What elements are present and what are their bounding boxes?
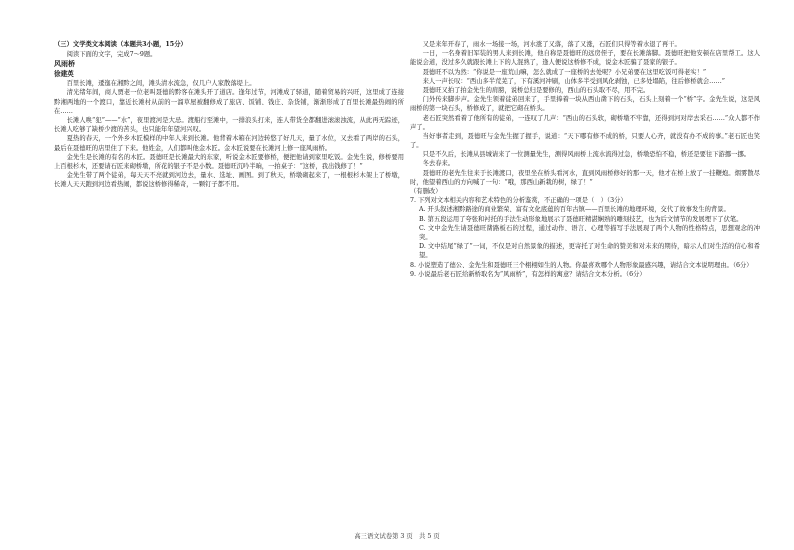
left-column [54, 40, 404, 189]
story-paragraph: 聂德旺不以为然：“你说是一座荒山嘛，怎么就成了一座桥的去处呢？小兄弟要在这里吃饭可得老实！” [422, 68, 707, 76]
instruction: 阅读下面的文字，完成7～9题。 [66, 51, 157, 59]
story-author: 徐建英 [54, 69, 74, 78]
source-note: （有删改） [410, 188, 442, 195]
section-heading: （三）文学类文本阅读（本题共3小题，15分） [54, 41, 187, 48]
story-paragraph: 百里长滩，逶迤在湘黔之间，滩头清水流急，仅几户人家散落堤上。 [66, 80, 256, 88]
right-column [410, 40, 760, 279]
question-8: 8. 小说塑造了德公、金先生和聂德旺三个栩栩如生的人物。你最喜欢哪个人物形象最感兴趣，请结合文本说明理由。（6分） [410, 261, 753, 269]
page-footer: 高三语文试卷第 3 页 共 5 页 [354, 533, 440, 540]
question-7-stem: 7. 下列对文本相关内容和艺术特色的分析鉴赏，不正确的一项是（ ）（3分） [410, 197, 627, 205]
story-paragraph: 夏热的春天，一个外乡木匠模样的中年人来到长滩。他背着木箱在河边转悠了好几天，量了水位，又去看了两岸的石头，最后在聂德旺的店里住了下来。他姓金，人们都叫他金木匠。金木匠说要在长滩河上修一座风雨桥。 [54, 135, 404, 152]
story-paragraph: 又是来年开春了，雨水一场接一场，河水涨了又落，落了又涨，石匠们只得等着水退了再干。 [422, 41, 681, 48]
story-paragraph: 只是不久后，长滩从县城请来了一位测量先生，测得风雨桥上流水流得过急，桥墩恐怕不稳，桥还是要往下游挪一挪。 [422, 151, 751, 159]
story-paragraph: 门外传来脚步声。金先生领着徒弟回来了，手里捧着一块从西山凿下的石头，石头上刻着一个“桥”字。金先生说，这是风雨桥的第一块石头，桥修成了，就把它砌在桥头。 [410, 96, 760, 113]
story-paragraph: 聂德旺又拍了拍金先生的肩膀，说桥总归是要修的，西山的石头取不尽，用不完。 [422, 86, 650, 94]
story-paragraph: 一日，一名身着旧军装的男人来到长滩，他自称是聂德旺的远房侄子，要在长滩落脚。聂德旺把他安顿在店里帮工。这人能说会道，没过多久就跟长滩上下的人混熟了，逢人便说这桥修不成，说金木匠骗了聂家的银子。 [410, 50, 760, 67]
question-7-option-d: D. 文中结尾“绿了”一词，不仅是对自然景象的描述，更寄托了对生命的赞美和对未来的期待，暗示人们对生活的信心和希望。 [419, 243, 760, 260]
story-paragraph: 冬去春来。 [422, 160, 455, 168]
story-paragraph: 金先生带了两个徒弟，每天天不亮就到河边去，量水、选址、画图。到了秋天，桥墩砌起来了，一根根杉木架上了桥墩，长滩人天天跑到河边看热闹，都说这桥修得稀奇，一颗钉子都不用。 [54, 172, 404, 189]
story-paragraph: 长滩人唤“犯”——“水”，夜里渡河是大忌。渡船行至滩中，一排浪头打来，连人带货全都翻进滚滚浊流，从此再无踪迹，长滩人吃够了缺桥少渡的苦头，也只能年年望河兴叹。 [54, 116, 404, 134]
question-7-option-c: C. 文中金先生请聂德旺凿路板石的过程，通过动作、语言、心理等描写手法展现了两个人物的性格特点，思想观念的冲突。 [419, 224, 760, 241]
question-9: 9. 小说最后老石匠给新桥取名为“风雨桥”，有怎样的寓意？请结合文本分析。（6分） [410, 270, 646, 278]
story-paragraph: 来人一声长叹：“西山多半荒芜了，下有溪河冲刷，山体多半受到风化剥蚀，已多处塌陷，往后修桥就会……” [422, 77, 725, 85]
story-title: 风雨桥 [54, 59, 75, 69]
story-paragraph: 清光绪年间，商人贾老一位老叫聂德的黔客在滩头开了道店。逢年过节，河滩成了驿道，随着贸易的兴旺，这里成了连接黔湘两地的一个渡口，靠近长滩村从前的一溜草屋被翻修成了旅店、饭铺、钱庄、杂货铺，渐渐形成了百里长滩最热闹的所在…… [54, 89, 404, 115]
story-paragraph: 老石匠突然看着了他所有的徒弟，一连叹了几声：“西山的石头软，砌桥墩不牢靠，还得到河对岸去采石……”众人都不作声了。 [410, 114, 760, 131]
story-paragraph: 聂德旺的老先生往来于长滩渡口，夜里坐在桥头看河水，直到风雨桥修好的那一天，他才在桥上放了一挂鞭炮。烟雾散尽时，他望着西山的方向喊了一句：“哦，那西山新栽的树，绿了！” [410, 169, 760, 186]
question-7-option-a: A. 开头叙述湘黔路途的商业繁荣、富有文化底蕴的百年古镇——百里长滩的地理环境，交代了故事发生的背景。 [419, 206, 730, 214]
story-paragraph: 金先生是长滩的有名的木匠。聂德旺是长滩最大的东家，听说金木匠要修桥，便把他请到家里吃饭。金先生说，修桥要用上百根杉木，还要请石匠来砌桥墩，所花的银子不是小数。聂德旺沉吟半晌，一拍桌子：“这桥，我出钱修了！” [54, 153, 404, 170]
question-7-option-b: B. 第五段运用了夸张和衬托的手法生动形象地展示了聂德旺精湛娴熟的雕刻技艺，也为后文情节的发展埋下了伏笔。 [419, 215, 743, 223]
story-paragraph: 当好事者走到，聂德旺与金先生握了握手，说道：“天下哪有修不成的桥，只要人心齐，就没有办不成的事。”老石匠也笑了。 [410, 132, 760, 150]
